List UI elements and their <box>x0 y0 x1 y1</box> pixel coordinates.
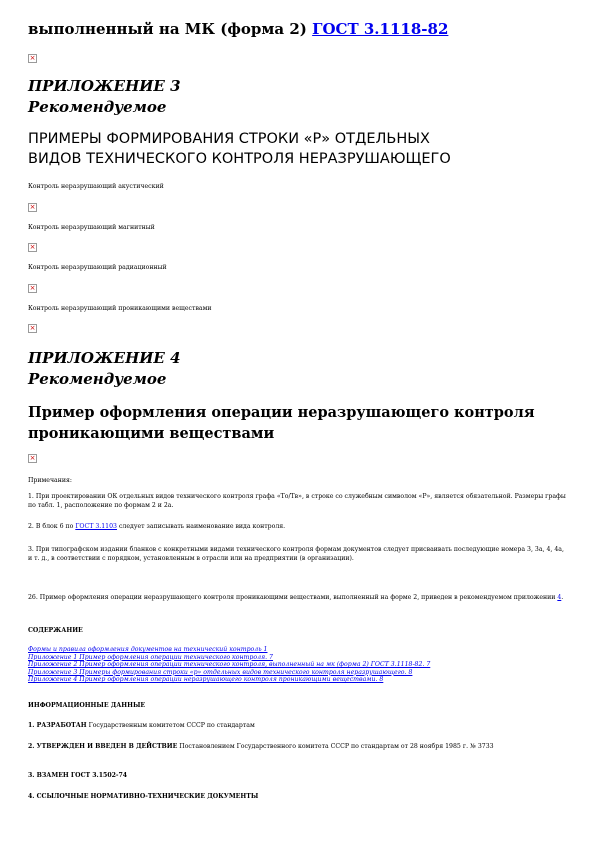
control-acoustic-label: Контроль неразрушающий акустический <box>28 183 164 190</box>
toc-link-appendix-4[interactable]: Приложение 4 Пример оформления операции неразрушающего контроля проникающими веществами. 8 <box>28 676 384 684</box>
appendix-4-link[interactable]: 4 <box>557 594 562 601</box>
broken-image-icon: × <box>29 203 36 211</box>
info-item-4: 4. ССЫЛОЧНЫЕ НОРМАТИВНО-ТЕХНИЧЕСКИЕ ДОКУМЕНТЫ <box>28 793 259 800</box>
section-title-line <box>28 20 448 38</box>
paragraph-26-text: 26. Пример оформления операции неразрушающего контроля проникающими веществами, выполненный на форме 2, приведен в рекомендуемом приложении <box>28 594 558 601</box>
appendix-4-heading-line1: Пример оформления операции неразрушающего контроля <box>28 404 535 421</box>
info-item-1-lead: 1. РАЗРАБОТАН <box>28 722 87 729</box>
note-2 <box>28 522 568 531</box>
info-item-1-text: Государственным комитетом СССР по стандартам <box>86 722 255 729</box>
control-penetrant-label: Контроль неразрушающий проникающими веществами <box>28 305 212 312</box>
note-2-prefix: 2. В блок 6 по <box>28 523 76 530</box>
toc-link-forms-rules[interactable]: Формы и правила оформления документов на технический контроль 1 <box>28 646 268 653</box>
toc-link-appendix-1[interactable]: Приложение 1 Пример оформления операции технического контроля. 7 <box>28 653 273 661</box>
table-of-contents <box>28 646 568 684</box>
paragraph-26-end: . <box>561 594 564 601</box>
toc-link-appendix-2[interactable]: Приложение 2 Пример оформления операции технического контроля, выполненный на мк (форма 2) ГОСТ 3.1118-82. 7 <box>28 661 431 669</box>
notes-title: Примечания: <box>28 477 72 484</box>
info-item-2-text: Постановлением Государственного комитета СССР по стандартам от 28 ноября 1985 г. № 3733 <box>177 743 494 750</box>
broken-image-icon: × <box>29 54 36 62</box>
gost-3-1118-82-link[interactable]: ГОСТ 3.1118-82 <box>312 20 449 38</box>
appendix-4-heading-line2: проникающими веществами <box>28 425 275 442</box>
appendix-3-heading-line2: ВИДОВ ТЕХНИЧЕСКОГО КОНТРОЛЯ НЕРАЗРУШАЮЩЕГО <box>28 151 451 167</box>
info-title: ИНФОРМАЦИОННЫЕ ДАННЫЕ <box>28 702 146 709</box>
appendix-4-subtitle: Рекомендуемое <box>28 370 167 388</box>
info-item-3: 3. ВЗАМЕН ГОСТ 3.1502-74 <box>28 772 128 779</box>
appendix-3-heading <box>28 129 568 169</box>
broken-image-icon: × <box>29 324 36 332</box>
info-item-2-lead: 2. УТВЕРЖДЕН И ВВЕДЕН В ДЕЙСТВИЕ <box>28 743 178 750</box>
broken-image-icon: × <box>29 243 36 251</box>
appendix-3-title: ПРИЛОЖЕНИЕ 3 <box>28 77 181 95</box>
note-2-suffix: следует записывать наименование вида контроля. <box>116 523 286 530</box>
toc-link-appendix-3[interactable]: Приложение 3 Примеры формирования строки «р» отдельных видов технического контроля неразрушающего. 8 <box>28 668 413 676</box>
control-magnetic-label: Контроль неразрушающий магнитный <box>28 224 155 231</box>
broken-image-icon: × <box>29 284 36 292</box>
info-item-1 <box>28 721 568 730</box>
control-radiation-label: Контроль неразрушающий радиационный <box>28 264 167 271</box>
title-prefix: выполненный на МК (форма 2) <box>28 20 313 38</box>
appendix-3-heading-line1: ПРИМЕРЫ ФОРМИРОВАНИЯ СТРОКИ «Р» ОТДЕЛЬНЫХ <box>28 131 430 147</box>
info-item-2 <box>28 742 568 751</box>
note-1: 1. При проектировании ОК отдельных видов технического контроля графа «То/Тв», в строке со служебным символом «Р», является обязательной. Размеры графы по табл. 1, расположение по формам 2 и 2а. <box>28 493 566 509</box>
appendix-4-title: ПРИЛОЖЕНИЕ 4 <box>28 349 181 367</box>
appendix-3-subtitle: Рекомендуемое <box>28 98 167 116</box>
appendix-4-heading <box>28 402 568 444</box>
contents-title: СОДЕРЖАНИЕ <box>28 627 83 634</box>
gost-3-1103-link[interactable]: ГОСТ 3.1103 <box>75 523 117 530</box>
paragraph-26 <box>28 593 568 602</box>
note-3: 3. При типографском издании бланков с конкретными видами технического контроля формам документов следует присваивать последующие номера 3, 3а, 4, 4а, и т. д., в соответствии с порядком, установленным в отрасли или на предприятии (в организации). <box>28 546 564 562</box>
broken-image-icon: × <box>29 454 36 462</box>
